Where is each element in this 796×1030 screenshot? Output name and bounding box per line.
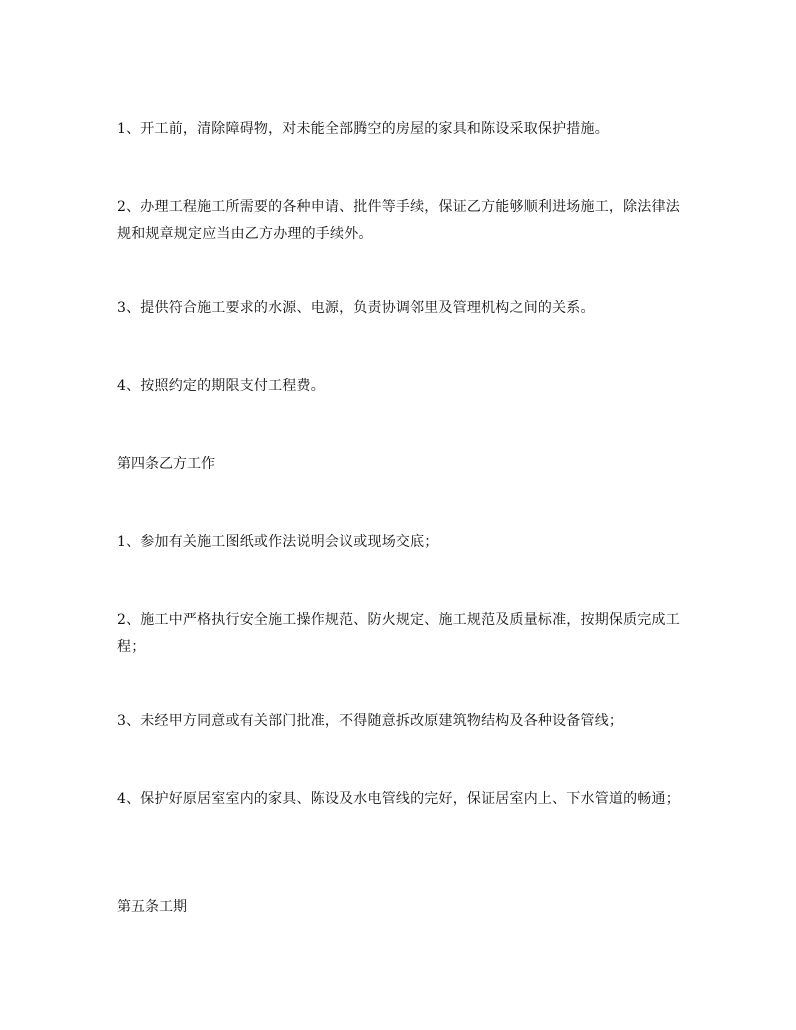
paragraph-party-b-item-2: 2、施工中严格执行安全施工操作规范、防火规定、施工规范及质量标准，按期保质完成工程； [117,612,680,655]
paragraph-party-b-item-1: 1、参加有关施工图纸或作法说明会议或现场交底； [117,534,439,550]
paragraph-party-a-item-1: 1、开工前，清除障碍物，对未能全部腾空的房屋的家具和陈设采取保护措施。 [117,121,609,137]
paragraph-party-a-item-3: 3、提供符合施工要求的水源、电源，负责协调邻里及管理机构之间的关系。 [117,300,595,316]
section-heading-article-4: 第四条乙方工作 [117,456,215,472]
section-heading-article-5: 第五条工期 [117,899,187,915]
paragraph-party-a-item-4: 4、按照约定的期限支付工程费。 [117,378,325,394]
paragraph-party-b-item-4: 4、保护好原居室室内的家具、陈设及水电管线的完好，保证居室内上、下水管道的畅通； [117,791,680,807]
paragraph-party-a-item-2: 2、办理工程施工所需要的各种申请、批件等手续，保证乙方能够顺利进场施工，除法律法规和规章规定应当由乙方办理的手续外。 [117,199,680,242]
paragraph-party-b-item-3: 3、未经甲方同意或有关部门批准，不得随意拆改原建筑物结构及各种设备管线； [117,713,624,729]
